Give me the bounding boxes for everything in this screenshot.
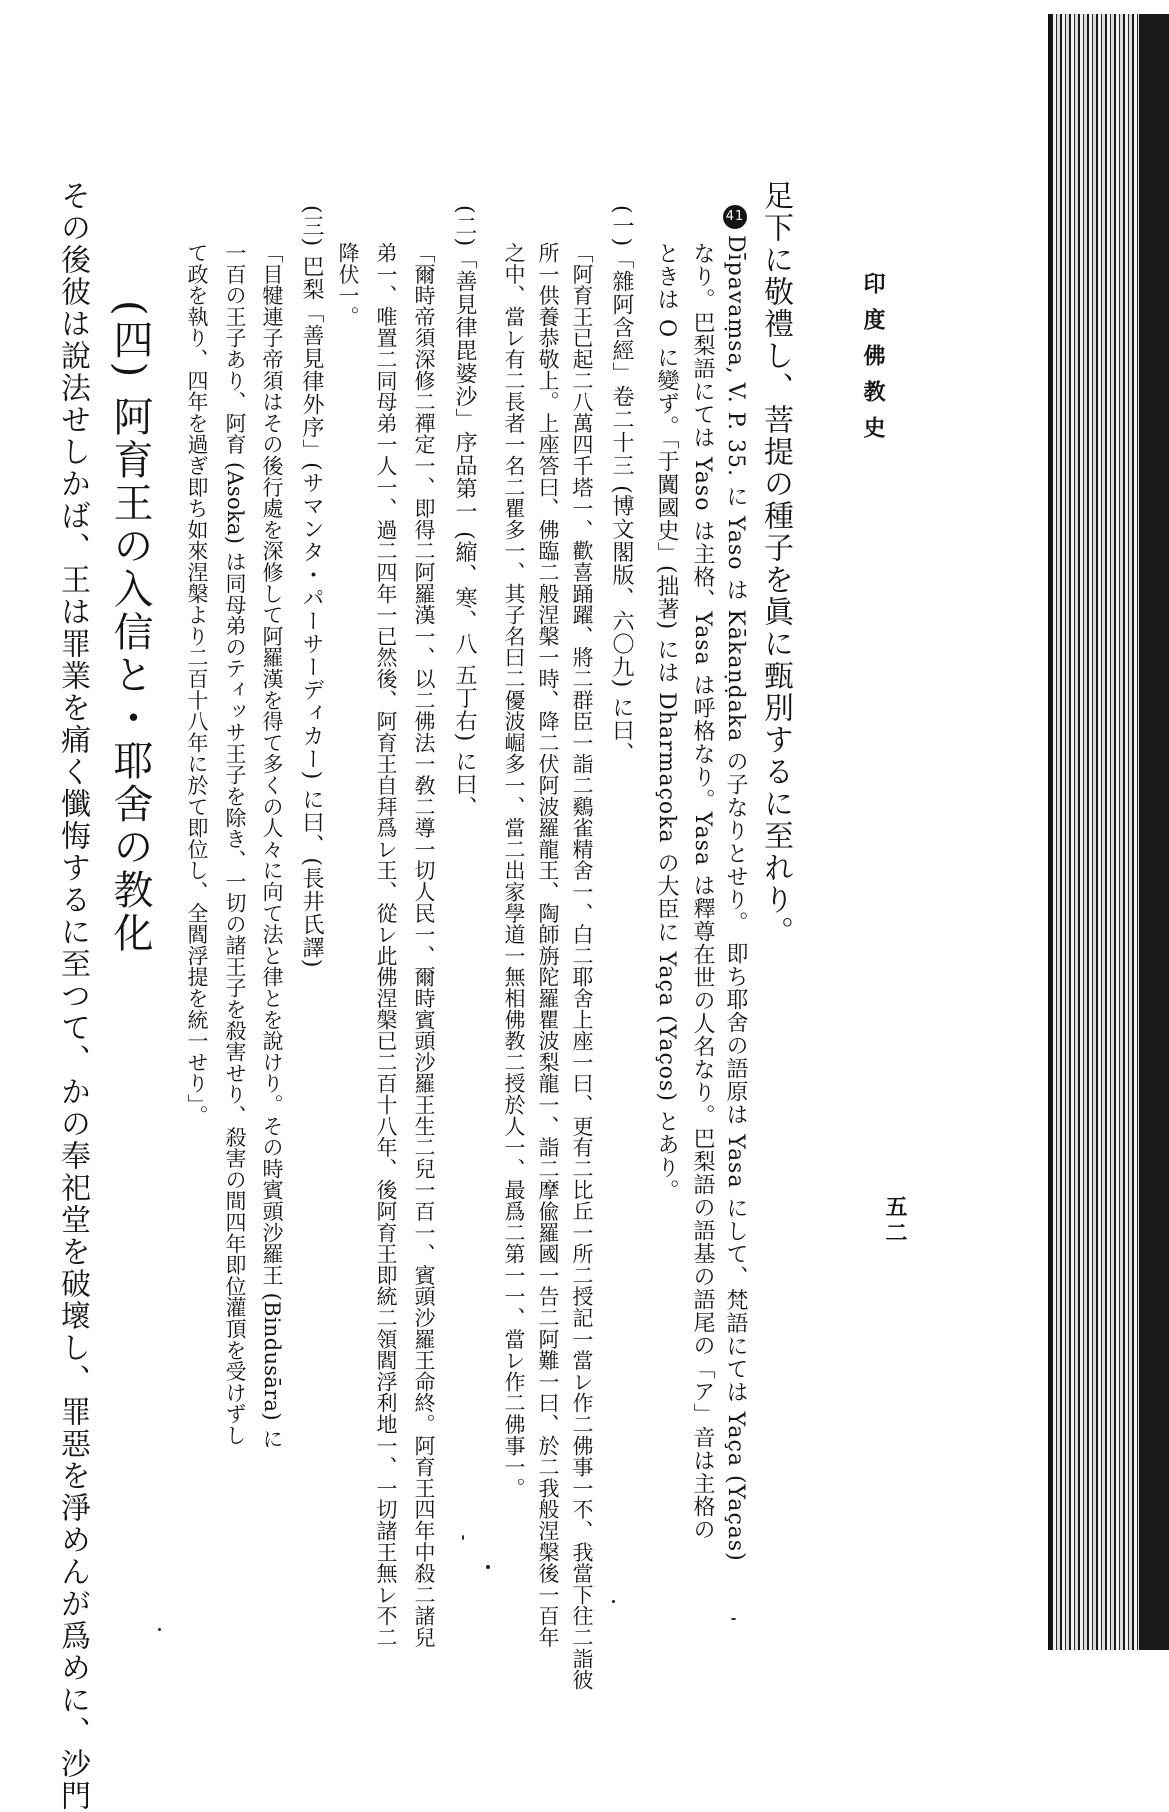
scan-speck	[486, 1565, 490, 1569]
note-3-quote: て政を執り、四年を過ぎ即ち如來涅槃より二百十八年に於て即位し、全閻浮提を統一せり」。	[185, 242, 209, 1127]
scan-speck	[612, 1600, 615, 1603]
running-head: 印度佛教史	[860, 272, 886, 452]
note-41-line: なり。巴梨語にては Yaso は主格、Yasa は呼格なり。Yasa は釋尊在世の人名なり。巴梨語の語基の語尾の「ア」音は主格の	[690, 242, 715, 1542]
note-3-quote: 一百の王子あり、阿育 (Asoka) は同母弟のティッサ王子を除き、一切の諸王子を殺害せり、殺害の間四年即位灌頂を受けずし	[223, 242, 247, 1446]
section-heading: (四) 阿育王の入信と・耶舍の教化	[107, 300, 153, 955]
note-3-title: (三) 巴梨「善見律外序」(サマンタ・パーサーディカー) に曰、(長井氏譯)	[299, 205, 324, 969]
note-3-quote: 「目犍連子帝須はその後行處を深修して阿羅漢を得て多くの人々に向て法と律とを說けり。その時賓頭沙羅王 (Bindusāra) に	[260, 242, 284, 1450]
scan-speck	[462, 1535, 464, 1540]
note-2-quote: 「爾時帝須深修二禪定一、即得二阿羅漢一、以二佛法一敎二導一切人民一、爾時賓頭沙羅王生二兒一百一、賓頭沙羅王命終。阿育王四年中殺二諸兒	[412, 242, 436, 1648]
note-marker: 41	[723, 205, 747, 229]
page-number: 五二	[882, 1195, 908, 1247]
book-edge	[1048, 14, 1169, 1650]
note-41-line: ときは O に變ず。「于闐國史」(拙著) には Dharmaçoka の大臣に Yaça (Yaços) とあり。	[654, 242, 679, 1202]
note-41	[723, 205, 747, 1562]
main-text-line: その後彼は說法せしかば、王は罪業を痛く懺悔するに至つて、かの奉祀堂を破壞し、罪惡を淨めんが爲めに、沙門	[55, 180, 90, 1812]
note-41-line: Dīpavaṃsa, V. P. 35. に Yaso は Kākaṇḍaka の子なりとせり。 即ち耶舍の語原は Yasa にして、梵語にては Yaça (Yaças)	[723, 235, 748, 1562]
note-2-quote: 降伏一。	[336, 242, 360, 328]
note-1-quote: 「阿育王已起二八萬四千塔一、歡喜踊躍、將二群臣一詣二鷄雀精舍一、白二耶舍上座一曰、更有二比丘一所二授記一當レ作二佛事一不、我當下往二詣彼	[570, 242, 594, 1691]
note-2-quote: 弟一、唯置二同母弟一人一、過二四年一已然後、阿育王自拜爲レ王、從レ此佛涅槃已二百十八年、後阿育王即統二領閻浮利地一、一切諸王無レ不二	[374, 242, 398, 1648]
note-2-title: (二)「善見律毘婆沙」序品第一 (縮、寒、八 五丁右) に曰、	[452, 205, 477, 820]
scan-speck	[158, 1628, 161, 1631]
main-text-line: 足下に敬禮し、菩提の種子を眞に甄別するに至れり。	[758, 180, 793, 948]
note-1-quote: 之中、當レ有二長者一名二瞿多一、其子名曰二優波崛多一、當二出家學道一無相佛教二授於人一、最爲二第一一、當レ作二佛事一。	[502, 242, 526, 1499]
note-1-title: (一)「雜阿含經」卷二十三 (博文閣版、六〇九) に曰、	[609, 205, 634, 766]
note-1-quote: 所一供養恭敬上。上座答曰、佛臨二般涅槃一時、降二伏阿波羅龍王、陶師旃陀羅瞿波梨龍一、詣二摩偸羅國一告二阿難一曰、於二我般涅槃後一百年	[536, 242, 560, 1648]
scan-speck	[731, 1618, 736, 1620]
